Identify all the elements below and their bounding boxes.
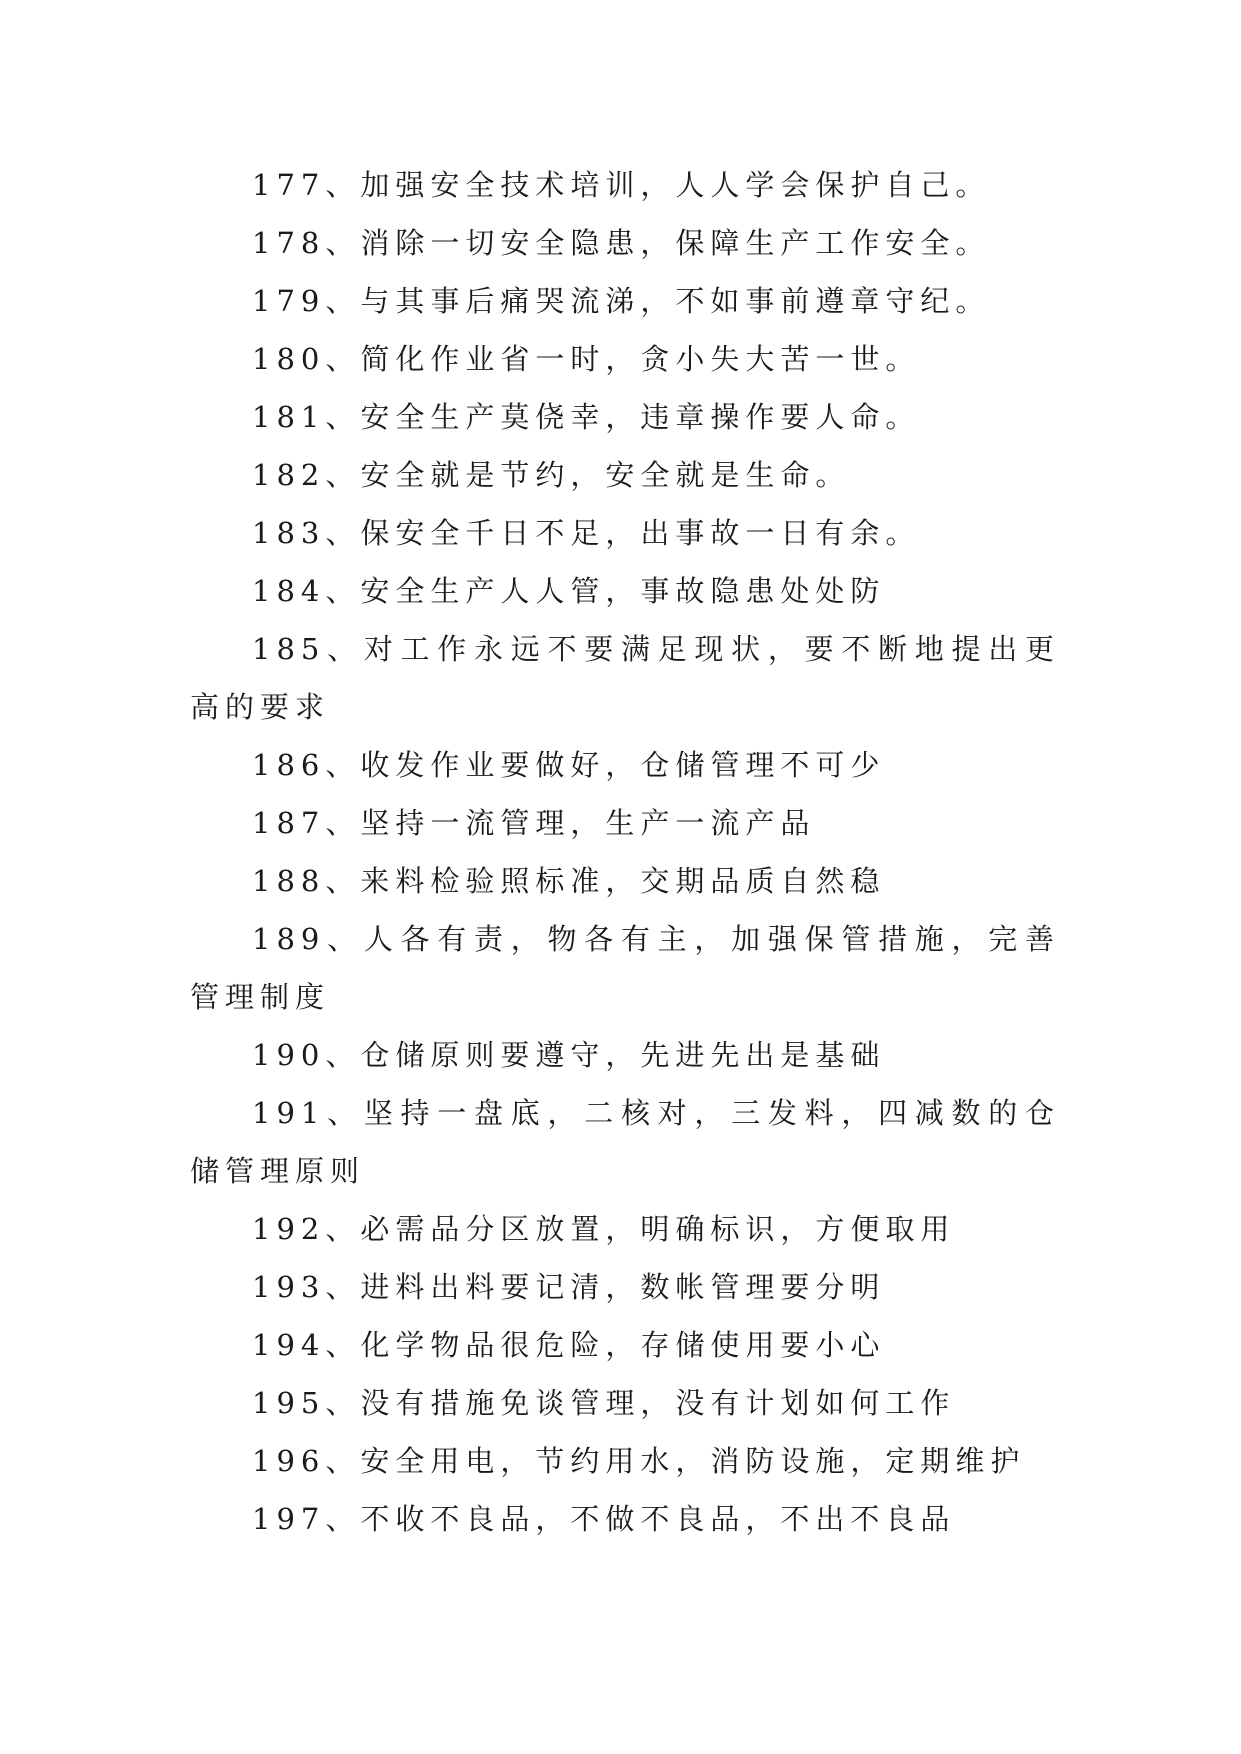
slogan-paragraph: 181、安全生产莫侥幸，违章操作要人命。 xyxy=(252,400,921,434)
slogan-paragraph: 185、对工作永远不要满足现状，要不断地提出更高的要求 xyxy=(190,632,1060,724)
document-body xyxy=(190,156,1060,1548)
slogan-paragraph: 182、安全就是节约，安全就是生命。 xyxy=(252,458,851,492)
slogan-paragraph: 188、来料检验照标准，交期品质自然稳 xyxy=(252,864,886,898)
slogan-paragraph: 184、安全生产人人管，事故隐患处处防 xyxy=(252,574,886,608)
slogan-paragraph: 180、简化作业省一时，贪小失大苦一世。 xyxy=(252,342,921,376)
slogan-paragraph: 179、与其事后痛哭流涕，不如事前遵章守纪。 xyxy=(252,284,991,318)
slogan-paragraph: 178、消除一切安全隐患，保障生产工作安全。 xyxy=(252,226,991,260)
slogan-paragraph: 195、没有措施免谈管理，没有计划如何工作 xyxy=(252,1386,956,1420)
slogan-paragraph: 177、加强安全技术培训，人人学会保护自己。 xyxy=(252,168,991,202)
slogan-paragraph: 193、进料出料要记清，数帐管理要分明 xyxy=(252,1270,886,1304)
slogan-paragraph: 196、安全用电，节约用水，消防设施，定期维护 xyxy=(252,1444,1026,1478)
slogan-paragraph: 197、不收不良品，不做不良品，不出不良品 xyxy=(252,1502,956,1536)
slogan-paragraph: 194、化学物品很危险，存储使用要小心 xyxy=(252,1328,886,1362)
slogan-paragraph: 183、保安全千日不足，出事故一日有余。 xyxy=(252,516,921,550)
slogan-paragraph: 192、必需品分区放置，明确标识，方便取用 xyxy=(252,1212,956,1246)
slogan-paragraph: 187、坚持一流管理，生产一流产品 xyxy=(252,806,816,840)
slogan-paragraph: 189、人各有责，物各有主，加强保管措施，完善管理制度 xyxy=(190,922,1060,1014)
slogan-paragraph: 186、收发作业要做好，仓储管理不可少 xyxy=(252,748,886,782)
slogan-paragraph: 190、仓储原则要遵守，先进先出是基础 xyxy=(252,1038,886,1072)
slogan-paragraph: 191、坚持一盘底，二核对，三发料，四减数的仓储管理原则 xyxy=(190,1096,1060,1188)
